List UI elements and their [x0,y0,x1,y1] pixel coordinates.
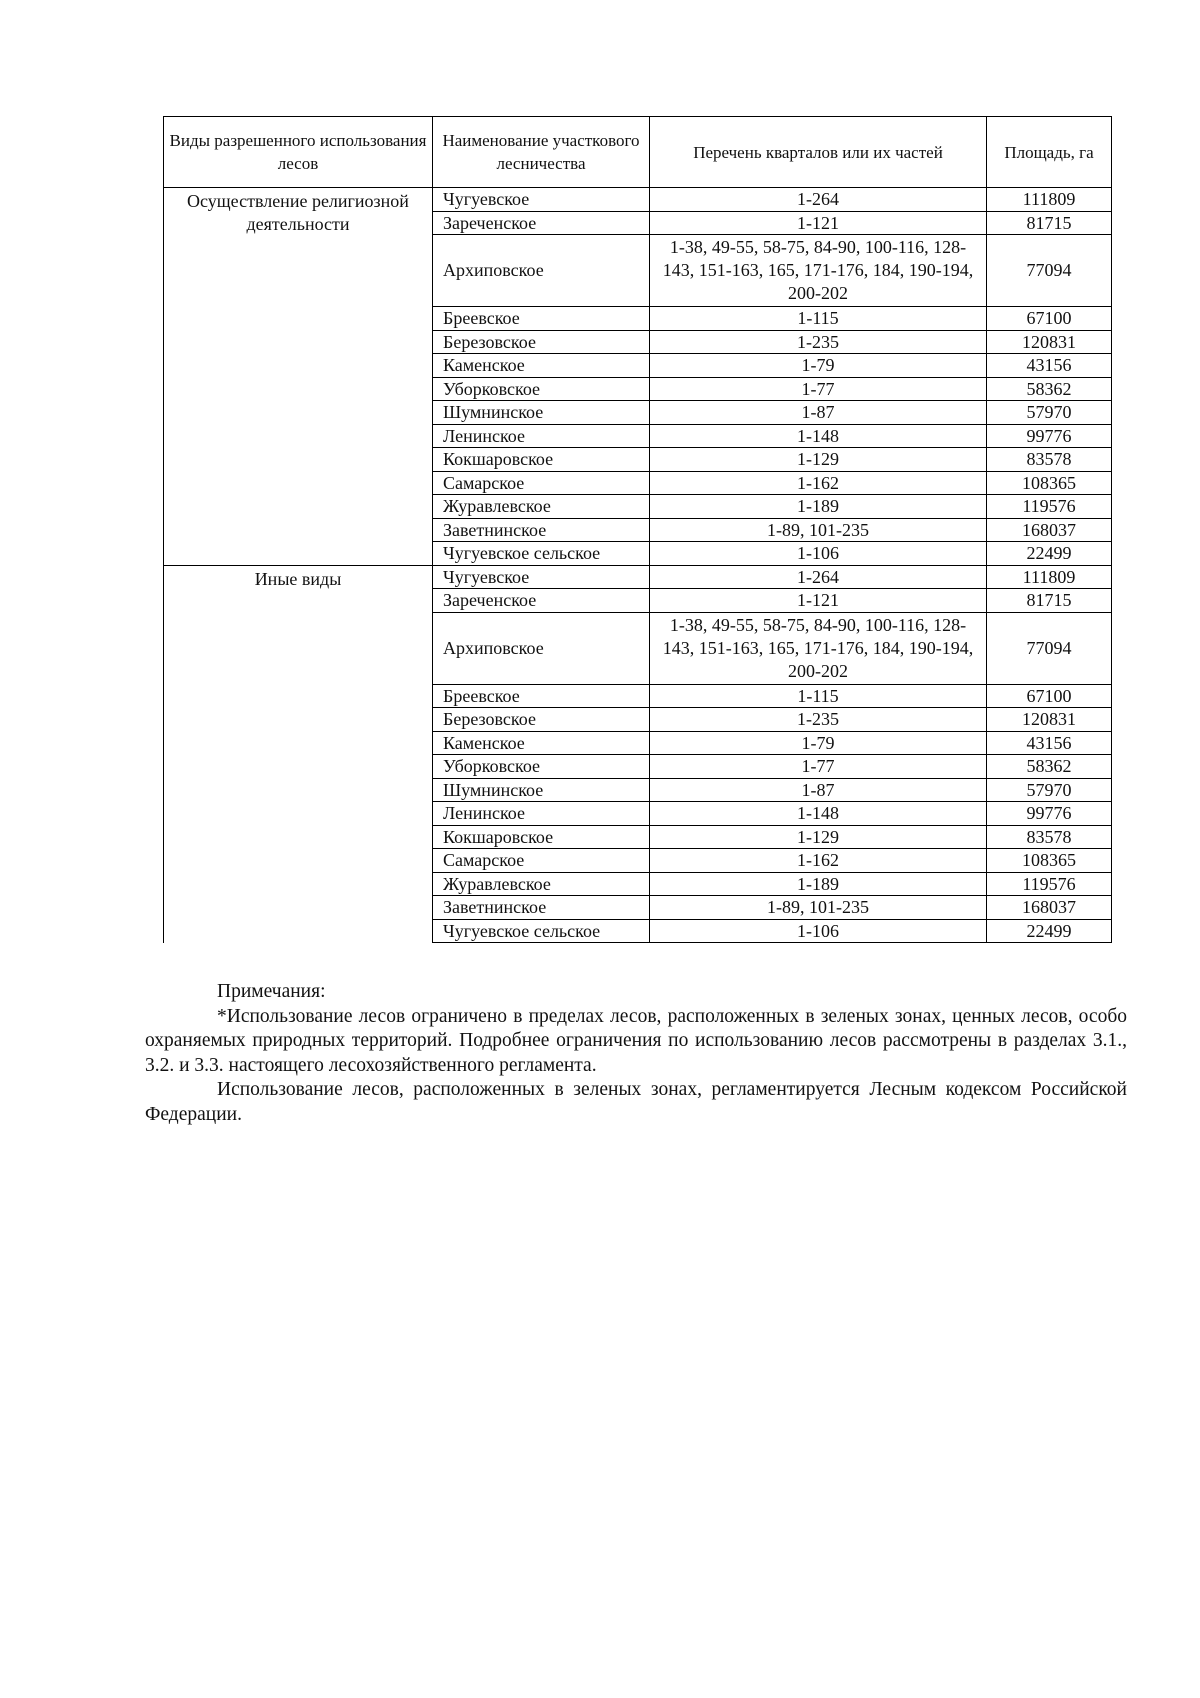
area-cell: 120831 [987,330,1112,354]
header-area: Площадь, га [987,117,1112,188]
quarters-cell: 1-87 [650,778,987,802]
forestry-name-cell: Березовское [433,330,650,354]
area-cell: 43156 [987,354,1112,378]
notes-title: Примечания: [217,981,326,1002]
quarters-cell: 1-189 [650,495,987,519]
table-header-row [164,117,1112,188]
quarters-cell: 1-38, 49-55, 58-75, 84-90, 100-116, 128-143, 151-163, 165, 171-176, 184, 190-194, 200-202 [650,235,987,307]
quarters-cell: 1-77 [650,755,987,779]
forestry-name-cell: Бреевское [433,684,650,708]
notes-section [145,980,1127,1127]
area-cell: 83578 [987,448,1112,472]
use-type-cell: Осуществление религиозной деятельности [164,188,433,566]
area-cell: 81715 [987,589,1112,613]
area-cell: 43156 [987,731,1112,755]
forestry-name-cell: Чугуевское сельское [433,919,650,943]
area-cell: 57970 [987,778,1112,802]
quarters-cell: 1-235 [650,708,987,732]
forestry-name-cell: Архиповское [433,235,650,307]
quarters-cell: 1-129 [650,448,987,472]
forestry-name-cell: Шумнинское [433,401,650,425]
area-cell: 22499 [987,542,1112,566]
area-cell: 81715 [987,211,1112,235]
area-cell: 168037 [987,518,1112,542]
forest-use-table [163,116,1112,943]
notes-paragraph: Использование лесов, расположенных в зеленых зонах, регламентируется Лесным кодексом Российской Федерации. [145,1079,1127,1125]
quarters-cell: 1-148 [650,802,987,826]
quarters-cell: 1-235 [650,330,987,354]
area-cell: 111809 [987,565,1112,589]
quarters-cell: 1-77 [650,377,987,401]
header-quarters-list: Перечень кварталов или их частей [650,117,987,188]
quarters-cell: 1-121 [650,589,987,613]
area-cell: 77094 [987,612,1112,684]
forestry-name-cell: Кокшаровское [433,825,650,849]
forestry-name-cell: Заветнинское [433,896,650,920]
table-row [164,565,1112,589]
forestry-name-cell: Березовское [433,708,650,732]
area-cell: 58362 [987,755,1112,779]
quarters-cell: 1-115 [650,684,987,708]
forestry-name-cell: Архиповское [433,612,650,684]
area-cell: 120831 [987,708,1112,732]
area-cell: 119576 [987,872,1112,896]
quarters-cell: 1-189 [650,872,987,896]
quarters-cell: 1-148 [650,424,987,448]
quarters-cell: 1-79 [650,731,987,755]
area-cell: 168037 [987,896,1112,920]
quarters-cell: 1-264 [650,565,987,589]
forestry-name-cell: Чугуевское сельское [433,542,650,566]
forestry-name-cell: Бреевское [433,307,650,331]
header-use-type: Виды разрешенного использования лесов [164,117,433,188]
forestry-name-cell: Журавлевское [433,872,650,896]
notes-paragraph: *Использование лесов ограничено в пределах лесов, расположенных в зеленых зонах, ценных лесов, особо охраняемых природных территорий. Подробнее ограничения по использованию лесов рассмотрены в разделах 3.1., 3.2. и 3.3. настоящего лесохозяйственного регламента. [145,1005,1127,1076]
forestry-name-cell: Самарское [433,849,650,873]
area-cell: 58362 [987,377,1112,401]
quarters-cell: 1-89, 101-235 [650,896,987,920]
forestry-name-cell: Самарское [433,471,650,495]
quarters-cell: 1-38, 49-55, 58-75, 84-90, 100-116, 128-143, 151-163, 165, 171-176, 184, 190-194, 200-202 [650,612,987,684]
area-cell: 67100 [987,307,1112,331]
area-cell: 99776 [987,424,1112,448]
area-cell: 83578 [987,825,1112,849]
forestry-name-cell: Чугуевское [433,188,650,212]
quarters-cell: 1-89, 101-235 [650,518,987,542]
forestry-name-cell: Чугуевское [433,565,650,589]
area-cell: 22499 [987,919,1112,943]
forestry-name-cell: Зареченское [433,211,650,235]
quarters-cell: 1-106 [650,919,987,943]
forestry-name-cell: Уборковское [433,755,650,779]
forestry-name-cell: Каменское [433,354,650,378]
forestry-name-cell: Шумнинское [433,778,650,802]
quarters-cell: 1-79 [650,354,987,378]
quarters-cell: 1-106 [650,542,987,566]
forestry-name-cell: Уборковское [433,377,650,401]
quarters-cell: 1-264 [650,188,987,212]
area-cell: 119576 [987,495,1112,519]
use-type-cell: Иные виды [164,565,433,943]
header-forestry-name: Наименование участкового лесничества [433,117,650,188]
area-cell: 67100 [987,684,1112,708]
quarters-cell: 1-87 [650,401,987,425]
quarters-cell: 1-121 [650,211,987,235]
forestry-name-cell: Каменское [433,731,650,755]
quarters-cell: 1-162 [650,471,987,495]
forestry-name-cell: Ленинское [433,424,650,448]
forestry-name-cell: Кокшаровское [433,448,650,472]
forestry-name-cell: Зареченское [433,589,650,613]
quarters-cell: 1-115 [650,307,987,331]
area-cell: 108365 [987,471,1112,495]
area-cell: 99776 [987,802,1112,826]
forestry-name-cell: Журавлевское [433,495,650,519]
quarters-cell: 1-162 [650,849,987,873]
forestry-name-cell: Заветнинское [433,518,650,542]
table-body [164,188,1112,943]
quarters-cell: 1-129 [650,825,987,849]
area-cell: 111809 [987,188,1112,212]
table-row [164,188,1112,212]
area-cell: 77094 [987,235,1112,307]
forestry-name-cell: Ленинское [433,802,650,826]
area-cell: 57970 [987,401,1112,425]
area-cell: 108365 [987,849,1112,873]
